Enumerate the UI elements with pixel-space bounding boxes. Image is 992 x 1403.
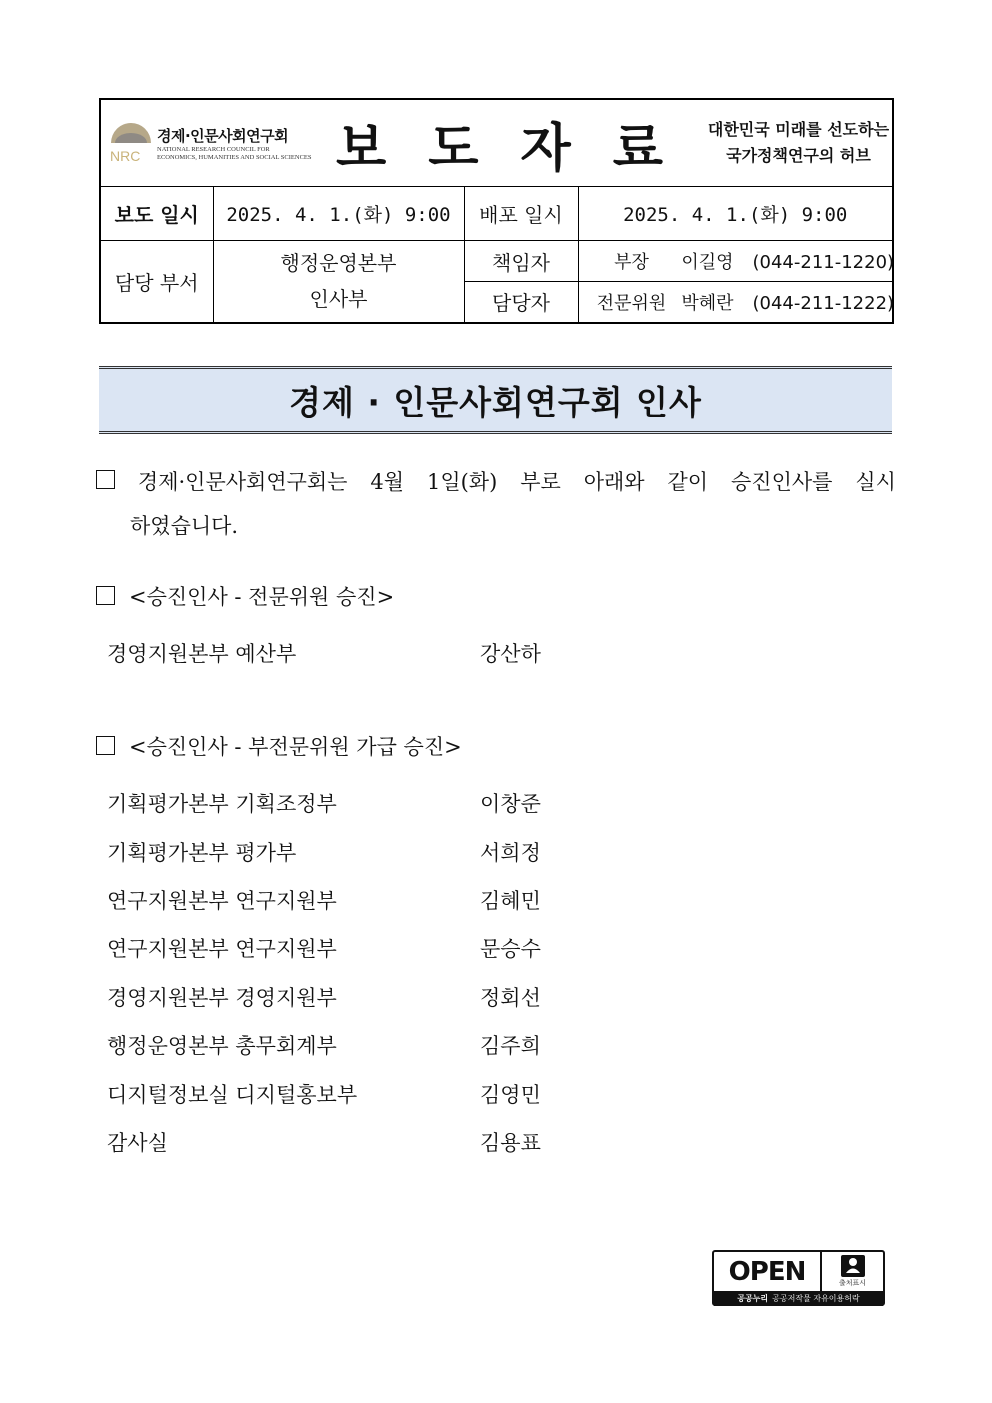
intro-word: 부로 [520,470,561,494]
intro-word: 경제·인문사회연구회는 [137,470,348,494]
staff-name: 박혜란 [681,292,734,314]
row-name: 김혜민 [480,889,541,913]
doc-type-title: 보도자료 [336,118,705,179]
report-date-label: 보도 일시 [100,187,213,241]
row-dept: 경영지원본부 예산부 [107,642,297,666]
intro-word: 1일(화) [426,470,498,494]
manager-contact [578,241,893,282]
dept-line-1: 행정운영본부 [280,251,397,276]
staff-role: 전문위원 [596,292,667,314]
open-label [714,1252,822,1291]
attribution-icon [822,1252,883,1291]
section1-checkbox-icon [96,586,115,605]
section2-heading [96,731,462,761]
header-banner-cell [100,99,893,187]
intro-word: 실시 [855,470,896,494]
attribution-label: 출처표시 [838,1279,867,1287]
slogan-line-1: 대한민국 미래를 선도하는 [707,120,890,139]
nrc-logo-icon [109,121,153,165]
staff-contact [578,282,893,323]
title-banner [99,366,892,434]
org-name-en-2: ECONOMICS, HUMANITIES AND SOCIAL SCIENCES [157,153,312,161]
row-dept: 연구지원본부 연구지원부 [107,889,337,913]
dept-value [213,241,464,323]
press-header-table [99,98,894,324]
org-name-ko: 경제·인문사회연구회 [157,126,289,145]
row-dept: 감사실 [107,1131,168,1155]
page-title: 경제 · 인문사회연구회 인사 [289,382,702,422]
section2-checkbox-icon [96,736,115,755]
row-dept: 연구지원본부 연구지원부 [107,937,337,961]
dept-line-2: 인사부 [309,287,368,312]
dist-date-label: 배포 일시 [464,187,578,241]
report-date-value: 2025. 4. 1.(화) 9:00 [213,187,464,241]
section2-heading-text: <승진인사 - 부전문위원 가급 승진> [129,735,462,759]
row-dept: 기획평가본부 기획조정부 [107,792,337,816]
intro-word: 승진인사를 [731,470,833,494]
license-brand: 공공누리 [737,1294,769,1303]
manager-name: 이길영 [681,252,734,273]
slogan-line-2: 국가정책연구의 허브 [726,146,871,165]
manager-label: 책임자 [464,241,578,282]
intro-paragraph [96,466,896,496]
staff-phone: (044-211-1222) [752,292,895,314]
slogan [705,117,892,169]
org-name-en-1: NATIONAL RESEARCH COUNCIL FOR [157,145,270,153]
dist-date-value: 2025. 4. 1.(화) 9:00 [578,187,893,241]
svg-text:NRC: NRC [110,148,141,164]
staff-label: 담당자 [464,282,578,323]
section1-heading-text: <승진인사 - 전문위원 승진> [129,585,395,609]
row-name: 정회선 [480,986,541,1010]
intro-checkbox-icon [96,470,115,489]
row-name: 김영민 [480,1083,541,1107]
intro-word: 4월 [370,470,405,494]
row-dept: 경영지원본부 경영지원부 [107,986,337,1010]
row-name: 김용표 [480,1131,541,1155]
intro-word: 아래와 [583,470,645,494]
open-text: OPEN [728,1256,806,1287]
license-desc: 공공저작물 자유이용허락 [772,1294,860,1303]
intro-paragraph-cont: 하였습니다. [130,514,239,538]
row-name: 강산하 [480,642,541,666]
row-name: 김주희 [480,1034,541,1058]
section1-heading [96,581,394,611]
person-icon [841,1255,865,1277]
kogl-license-badge [712,1250,885,1306]
row-dept: 행정운영본부 총무회계부 [107,1034,337,1058]
org-logo [101,121,312,165]
manager-role: 부장 [614,252,649,273]
row-name: 이창준 [480,792,541,816]
manager-phone: (044-211-1220) [752,252,895,273]
license-caption [714,1291,883,1306]
row-dept: 기획평가본부 평가부 [107,841,297,865]
row-name: 서희정 [480,841,541,865]
row-dept: 디지털정보실 디지털홍보부 [107,1083,358,1107]
dept-label: 담당 부서 [100,241,213,323]
row-name: 문승수 [480,937,541,961]
intro-word: 같이 [667,470,709,494]
